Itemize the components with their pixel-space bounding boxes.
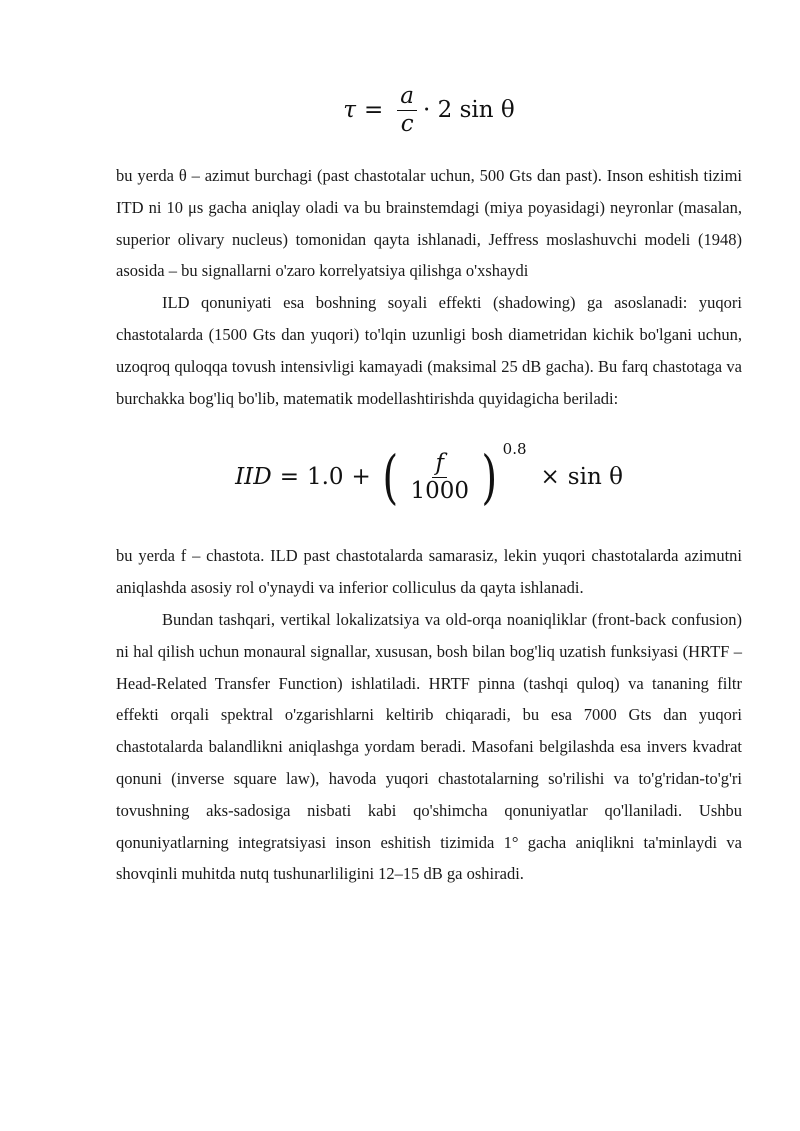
paragraph-4: Bundan tashqari, vertikal lokalizatsiya va old-orqa noaniqliklar (front-back confusion) ni hal qilish uchun monaural signallar, xususan, bosh bilan bog'liq uzatish funksiyasi (HRTF – Head-Related Transfer Function) ishlatiladi. HRTF pinna (tashqi quloq) va tananing filtr effekti orqali spektral o'zgarishlarni keltirib chiqaradi, bu esa 7000 Gts dan yuqori chastotalarda balandlikni aniqlashga yordam beradi. Masofani belgilashda esa invers kvadrat qonuni (inverse square law), havoda yuqori chastotalarning so'rilishi va to'g'ridan-to'g'ri tovushning aks-sadosiga nisbati kabi qo'shimcha qonuniyatlar qo'llaniladi. Ushbu qonuniyatlarning integratsiyasi inson eshitish tizimida 1° gacha aniqlikni ta'minlaydi va shovqinli muhitda nutq tushunarliligini 12–15 dB ga oshiradi. — [116, 609, 742, 884]
formula-left-paren: ( — [382, 443, 399, 512]
formula-iid-plus: + — [351, 464, 371, 491]
formula-iid-numerator: f — [432, 450, 447, 477]
formula-equals: = — [364, 97, 384, 123]
paragraph-3: bu yerda f – chastota. ILD past chastotalarda samarasiz, lekin yuqori chastotalarda azimutni aniqlashda asosiy rol o'ynaydi va inferior colliculus da qayta ishlanadi. — [116, 546, 742, 598]
paragraph-1: bu yerda θ – azimut burchagi (past chastotalar uchun, 500 Gts dan past). Inson eshitish tizimi ITD ni 10 μs gacha aniqlay oladi va bu brainstemdagi (miya poyasidagi) neyronlar (masalan, superior olivary nucleus) tomonidan qayta ishlanadi, Jeffress moslashuvchi modeli (1948) asosida – bu signallarni o'zaro korrelyatsiya qilishga o'xshaydi — [116, 166, 742, 281]
formula-iid-rest: sin θ — [567, 464, 623, 491]
formula-iid — [116, 414, 742, 540]
formula-iid-equals: = — [279, 464, 299, 491]
formula-denominator: c — [400, 110, 414, 137]
formula-tau: τ — [343, 97, 357, 123]
formula-right-paren: ) — [481, 443, 498, 512]
formula-iid-exponent: 0.8 — [502, 440, 527, 459]
formula-iid-lhs: IID — [235, 464, 272, 491]
formula-iid-times: × — [540, 464, 560, 491]
formula-rest: · 2 sin θ — [423, 97, 515, 123]
formula-iid-denominator: 1000 — [410, 477, 470, 504]
document-page — [116, 60, 742, 890]
formula-iid-fraction — [407, 450, 472, 504]
formula-iid-const: 1.0 — [306, 464, 344, 491]
paragraph-2: ILD qonuniyati esa boshning soyali effekti (shadowing) ga asoslanadi: yuqori chastotalarda (1500 Gts dan yuqori) to'lqin uzunligi bosh diametridan kichik bo'lgani uchun, uzoqroq quloqqa tovush intensivligi kamayadi (maksimal 25 dB gacha). Bu farq chastotaga va burchakka bog'liq bo'lib, matematik modellashtirishda quyidagicha beriladi: — [116, 293, 742, 408]
formula-fraction — [397, 83, 417, 137]
formula-numerator: a — [397, 83, 417, 110]
formula-itd — [116, 60, 742, 160]
